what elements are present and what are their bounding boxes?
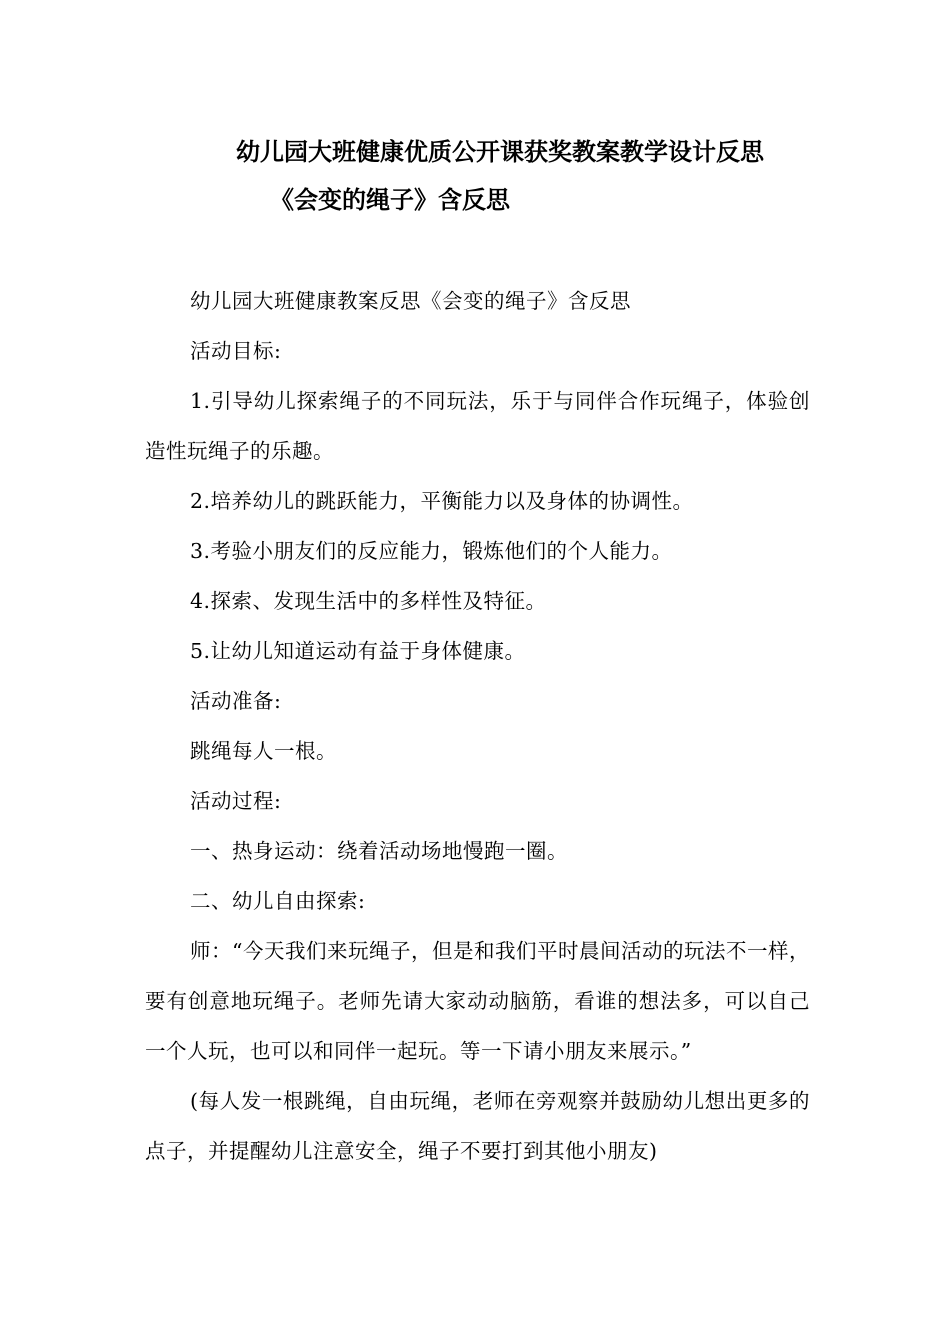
goal-item-3: 3.考验小朋友们的反应能力，锻炼他们的个人能力。 — [190, 539, 673, 563]
goal-item-1: 1.引导幼儿探索绳子的不同玩法，乐于与同伴合作玩绳子，体验创造性玩绳子的乐趣。 — [145, 389, 810, 463]
section-heading-preparation: 活动准备: — [190, 689, 282, 713]
section-heading-goals: 活动目标: — [190, 339, 282, 363]
goal-item-2: 2.培养幼儿的跳跃能力，平衡能力以及身体的协调性。 — [190, 489, 694, 513]
activity-note: (每人发一根跳绳，自由玩绳，老师在旁观察并鼓励幼儿想出更多的点子，并提醒幼儿注意安全，绳子不要打到其他小朋友) — [145, 1089, 810, 1163]
goal-item-4: 4.探索、发现生活中的多样性及特征。 — [190, 589, 547, 613]
process-step-1: 一、热身运动：绕着活动场地慢跑一圈。 — [190, 839, 568, 863]
teacher-dialogue: 师：“今天我们来玩绳子，但是和我们平时晨间活动的玩法不一样，要有创意地玩绳子。老师先请大家动动脑筋，看谁的想法多，可以自己一个人玩，也可以和同伴一起玩。等一下请小朋友来展示。” — [145, 939, 810, 1063]
document-body — [145, 276, 810, 1176]
preparation-text: 跳绳每人一根。 — [190, 739, 337, 763]
section-heading-process: 活动过程: — [190, 789, 282, 813]
process-step-2: 二、幼儿自由探索: — [190, 889, 366, 913]
document-title: 幼儿园大班健康优质公开课获奖教案教学设计反思 — [236, 138, 764, 166]
goal-item-5: 5.让幼儿知道运动有益于身体健康。 — [190, 639, 526, 663]
document-subtitle: 《会变的绳子》含反思 — [270, 186, 510, 214]
intro-heading: 幼儿园大班健康教案反思《会变的绳子》含反思 — [190, 289, 631, 313]
